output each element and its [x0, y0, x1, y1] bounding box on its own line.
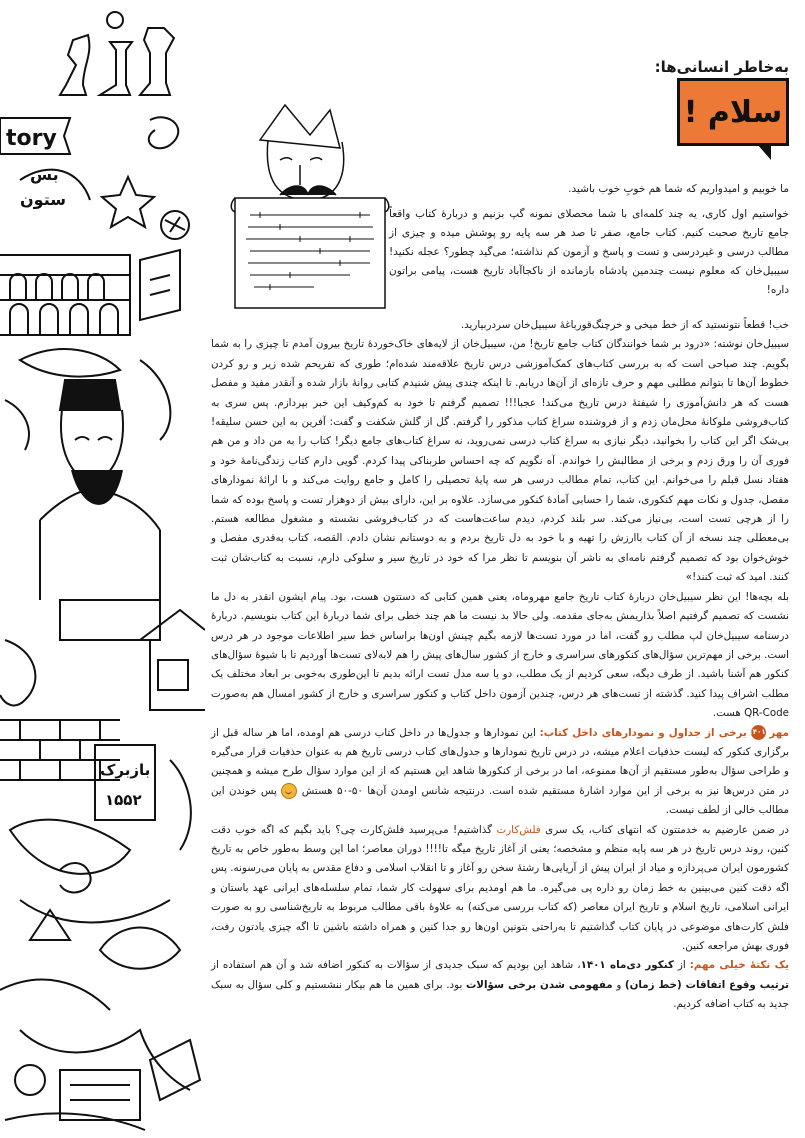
year-badge: ۱۴۰۱: [751, 725, 766, 740]
body-text: [211, 316, 789, 1015]
paragraph-sibilkhan-letter: سیبیل‌خان نوشته: «درود بر شما خوانندگان کتاب جامع تاریخ! من، سیبیل‌خان از لایه‌های خاک‌خوردهٔ تاریخ بیرون آمدم تا چیزی را به شما بگویم. چند صباحی است که به بررسی کتاب‌های کمک‌آموزشی درس تاریخ علاقه‌مند شده‌ام؛ طوری که تفریحم شده زیر و رو کردن خطوط آن‌ها تا بتوانم مطلبی مهم و حرف تازه‌ای از آن‌ها دریابم. تا اینکه چندی پیش شنیدم کتابی روانهٔ بازار شده و آنقدر مفید و مفصل هست که هر دانش‌آموزی را شیفتهٔ درس تاریخ می‌کند! عجبا!!! تصمیم گرفتم تا خود به کم‌وکیف این خبر بپردازم. پس سری به کتاب‌فروشی ملوکانهٔ محل‌مان زدم و از فروشنده سراغ کتاب مذکور را گرفتم. گل از گلش شکفت و گفت: آفرین به این حسن سلیقه! بی‌شک اگر این کتاب را بخوانید، دیگر نیازی به سراغ کتاب درسی نمی‌روید، نه سراغ کتاب‌های جامع دیگر! کتاب را به من داد و من هم فوری آن را ورق زدم و برخی از مطالبش را خواندم. آه نگویم که چه احساس طربناکی پیدا کردم. گویی دارم کتاب زندگی‌نامهٔ خود و هفتاد نسل قبلم را می‌خوانم. این کتاب، تمام مطالب درسی هر سه پایهٔ تحصیلی را کامل و جامع روایت می‌کند و با ارائهٔ نمودارهای مفصل، جدول و نکات مهم کنکوری، شما را حسابی آمادهٔ کنکور می‌سازد. علاوه بر این، دارای بیش از دوهزار تست و پاسخ بوده که شما را از هرچی تست است، بی‌نیاز می‌کند. سر بلند کردم، دیدم ساعت‌هاست که در کتاب‌فروشی نشسته و مشغول مطالعه هستم. بی‌معطلی چند نسخه از آن کتاب باارزش را تهیه و با خود به دل تاریخ بردم و به دوستانم نشان دادم. القصه، کتاب به‌قدری مفصل و خوش‌خوان بود که تصمیم گرفتم نامه‌ای به ناشر آن بنویسم تا نظر مرا که خود در تاریخ سیر و سلوکی دارم، نسبت به کتاب‌شان ثبت کنند. امید که ثبت کنند!»: [211, 338, 789, 584]
charts-heading: برخی از جداول و نمودارهای داخل کتاب:: [539, 726, 747, 739]
note-bold-conceptual: مفهومی شدن برخی سؤالات: [465, 978, 613, 991]
chess-pieces-icon: [60, 12, 174, 95]
doodle-word: ستون: [20, 190, 66, 209]
paragraph-flashcards: [211, 821, 789, 957]
flashcards-text-b: گذاشتیم! می‌پرسید فلش‌کارت چی؟ باید بگیم که اگه خوب دقت کنین، روند درس تاریخ در هر سه پایه منظم و مشخصه؛ یعنی از آغاز تاریخ میگه تا!!!! دوران معاصر؛ اما این وسط به‌طور خاص به تاریخ کشورمون ایران می‌پردازه و میاد از ایران پیش از آریایی‌ها رشتهٔ سخن رو آغاز و تا انقلاب اسلامی و دفاع مقدس به پایان می‌رسونه. پس اگه دقت کنین می‌بینین به خط زمان رو داره پی می‌گیره. ما هم اومدیم برای سهولت کار شما، تمام سلسله‌های ایرانی عهد باستان و ایرانی اسلامی، تاریخ اسلام و تاریخ ایران معاصر (که کتاب بررسی می‌کنه) به علاوهٔ باقی مطالب مربوط به تاریخ‌شناسی رو به صورت فلش کارت‌های موضوعی در پایان کتاب گذاشتیم تا به‌راحتی بتونین اون‌ها رو جدا کنین و همراه داشته باشین تا اگه چیزی یادتون رفت، فوری بهش مراجعه کنین.: [211, 823, 789, 952]
house-icon: [140, 610, 205, 710]
note-text-c: ، شاهد این بودیم که سبک جدیدی از سؤالات به کنکور اضافه شد و آن هم استفاده از: [211, 959, 581, 972]
intro-paragraph: خواستیم اول کاری، یه چند کلمه‌ای با شما محصلای نمونه گپ بزنیم و دربارهٔ کتاب واقعاً جامع تاریخ صحبت کنیم. کتاب جامع، صفر تا صد هر سه پایه رو پوشش میده و چیزی از مطالب درسی و غیردرسی و تست و پاسخ و آزمون کم نذاشته؛ می‌گید چطور؟ عجله نکنید! سیبیل‌خان که معلوم نیست چندمین پادشاه بازمانده از ناکجاآباد تاریخ هست، پیامی براتون داره!: [389, 208, 789, 296]
salam-title-box: [677, 78, 789, 146]
note-text-e: بود. برای همین ما هم بیکار ننشستیم و کلی سؤال به سبک جدید به کتاب اضافه کردیم.: [211, 978, 789, 1011]
paragraph-cuneiform: خب! قطعاً نتونستید که از خط میخی و خرچنگ‌قورباغهٔ سیبیل‌خان سردربیارید.: [460, 319, 789, 331]
page-content: [212, 0, 797, 1138]
note-bold-exam: کنکور دی‌ماه ۱۴۰۱: [580, 959, 674, 972]
bazaar-sign-icon: [95, 745, 155, 820]
sign-word: بازبرک: [100, 761, 151, 779]
paragraph-charts-tables: [211, 724, 789, 821]
speech-bubble-tail: [757, 144, 771, 160]
note-text-d: و: [616, 978, 622, 991]
charts-text: این نمودارها و جدول‌ها در داخل کتاب درسی هم اومده، اما هر ساله قبل از برگزاری کنکور که لیست حذفیات اعلام میشه، در درس تاریخ نمودارها و جدول‌های کتاب درسی تاریخ هم به عنوان حذفیات قرار می‌گیره و طراحی سؤال به‌طور مستقیم از آن‌ها ممنوعه، اما در برخی از کنکورها شاهد این هستیم که از این موارد سؤال طرح میشه و همچنین در متن درس‌ها نیز به برخی از این موارد اشارهٔ مستقیم شده است. درنتیجه شانس اومدن آن‌ها ۵۰-۵۰ هستش: [211, 726, 790, 797]
flashcards-text-a: در ضمن عارضیم به خدمتتون که انتهای کتاب، یک سری: [545, 823, 789, 836]
important-note-label: یک نکتهٔ خیلی مهم:: [689, 959, 790, 972]
doodle-word: بس: [30, 165, 59, 184]
colosseum-icon: [0, 255, 130, 335]
note-bold-timeline: ترتیب وقوع اتفاقات (خط زمان): [624, 978, 789, 991]
section-kicker: به‌خاطر انسانی‌ها:: [654, 58, 789, 76]
charts-text-end: پس خوندن این مطالب خالی از لطف نیست.: [211, 784, 789, 817]
king-with-cuneiform-scroll-illustration: [220, 100, 395, 315]
paragraph-important-note: [211, 956, 789, 1014]
note-text-a: از: [677, 959, 686, 972]
greeting-paragraph: ما خوبیم و امیدواریم که شما هم خوبِ خوب باشید.: [568, 183, 789, 195]
flashcard-term: فلش‌کارت: [496, 823, 541, 836]
mehr-label: مهر: [769, 726, 789, 739]
bearded-man-icon: [40, 380, 160, 640]
banner-word: tory: [6, 126, 57, 151]
doodle-illustration: [0, 0, 205, 1138]
smiley-icon: [281, 783, 297, 799]
sign-year: ۱۵۵۲: [105, 791, 142, 809]
star-icon: [102, 177, 154, 227]
intro-section: [389, 180, 789, 306]
paragraph-about-book: بله بچه‌ها! این نظر سیبیل‌خان دربارهٔ کتاب تاریخ جامع مهروماه، یعنی همین کتابی که دستتون هست، بود. پیام ایشون انقدر به دل ما نشست که تصمیم گرفتیم اصلاً بذاریمش به‌جای مقدمه. ولی حالا بد نیست ما هم چند خطی برای شما دربارهٔ این کتاب بنویسیم. دربارهٔ درسنامه سیبیل‌خان لپ مطلب رو گفت، اما در مورد تست‌ها لازمه بگیم چینش اون‌ها براساس خط سیر اطلاعات موجود در هر درس است. برخی از مهم‌ترین سؤال‌های کنکورهای سراسری و خارج از کشور سال‌های پیش را هم لابه‌لای تست‌ها آوردیم تا با شیوهٔ سؤال‌های کنکور هم آشنا باشید. از طرف دیگه، سعی کردیم از یک مطلب، دو یا سه مدل تست ارائه بدیم تا این‌طوری به‌خوبی بر ابعاد مختلف یک مطلب اشراف پیدا کنید. گذشته از تست‌های هر درس، چندین آزمون داخل کتاب و کنکور سراسری و خارج از کشور امسال هم به‌صورت QR-Code هست.: [211, 590, 789, 720]
history-banner-icon: [0, 118, 70, 154]
salam-title: سلام !: [683, 94, 783, 130]
